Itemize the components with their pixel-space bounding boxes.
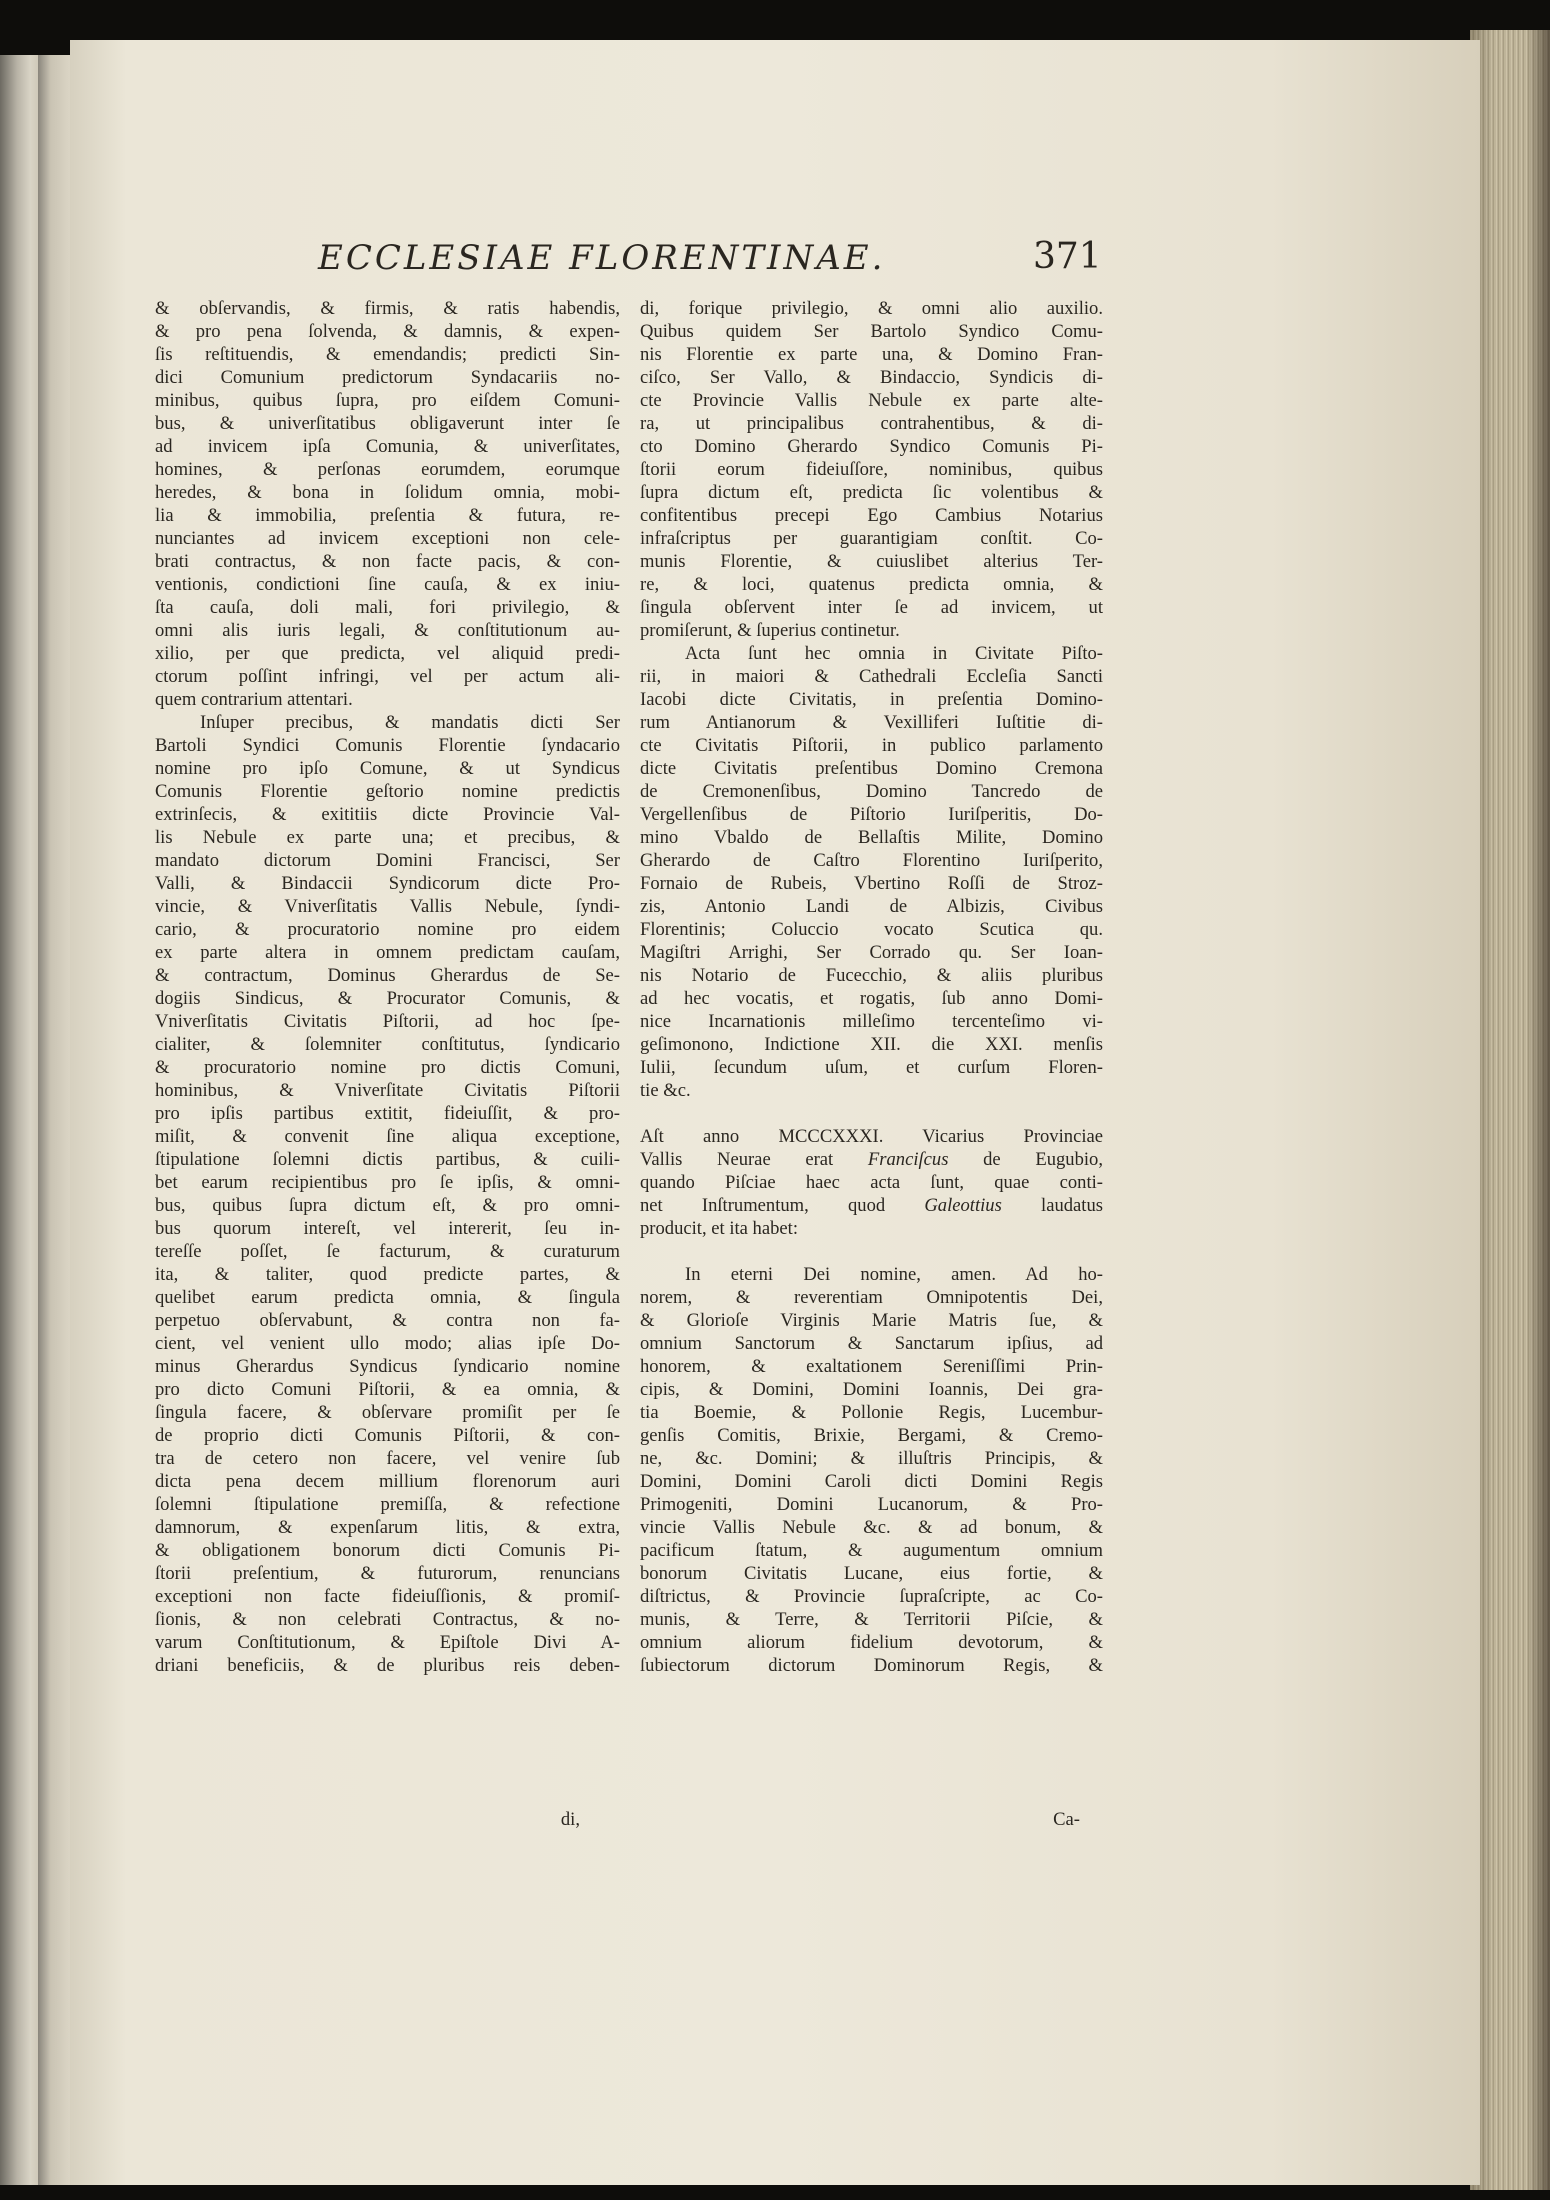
text-line: heredes, & bona in ſolidum omnia, mobi- — [155, 482, 620, 503]
text-line: Bartoli Syndici Comunis Florentie ſyndacario — [155, 735, 620, 756]
text-line: Comunis Florentie geſtorio nomine predictis — [155, 781, 620, 802]
text-line: norem, & reverentiam Omnipotentis Dei, — [640, 1287, 1103, 1308]
text-line: Vniverſitatis Civitatis Piſtorii, ad hoc ſpe- — [155, 1011, 620, 1032]
text-line: re, & loci, quatenus predicta omnia, & — [640, 574, 1103, 595]
text-line: Acta ſunt hec omnia in Civitate Piſto- — [685, 643, 1103, 664]
text-line: de Cremonenſibus, Domino Tancredo de — [640, 781, 1103, 802]
text-line: dicte Civitatis preſentibus Domino Cremona — [640, 758, 1103, 779]
text-line: ſis reſtituendis, & emendandis; predicti Sin- — [155, 344, 620, 365]
text-line: pacificum ſtatum, & augumentum omnium — [640, 1540, 1103, 1561]
text-line: confitentibus precepi Ego Cambius Notarius — [640, 505, 1103, 526]
page-number: 371 — [1033, 236, 1102, 277]
text-line: geſimonono, Indictione XII. die XXI. menſis — [640, 1034, 1103, 1055]
text-line: ſolemni ſtipulatione premiſſa, & refectione — [155, 1494, 620, 1515]
text-line: hominibus, & Vniverſitate Civitatis Piſtorii — [155, 1080, 620, 1101]
text-line: ra, ut principalibus contrahentibus, & di- — [640, 413, 1103, 434]
text-line: mino Vbaldo de Bellaſtis Milite, Domino — [640, 827, 1103, 848]
text-line: lia & immobilia, preſentia & futura, re- — [155, 505, 620, 526]
text-line: ſta cauſa, doli mali, fori privilegio, & — [155, 597, 620, 618]
text-line: quando Piſciae haec acta ſunt, quae conti- — [640, 1172, 1103, 1193]
text-line: nis Florentie ex parte una, & Domino Fran- — [640, 344, 1103, 365]
text-line: cipis, & Domini, Domini Ioannis, Dei gra- — [640, 1379, 1103, 1400]
right-catchword: Ca- — [1053, 1809, 1080, 1830]
running-head: ECCLESIAE FLORENTINAE. — [318, 238, 886, 278]
text-line: ſtorii preſentium, & futurorum, renuncians — [155, 1563, 620, 1584]
text-line: ad invicem ipſa Comunia, & univerſitates, — [155, 436, 620, 457]
text-line: lis Nebule ex parte una; et precibus, & — [155, 827, 620, 848]
text-line: homines, & perſonas eorumdem, eorumque — [155, 459, 620, 480]
text-line: cte Provincie Vallis Nebule ex parte alte- — [640, 390, 1103, 411]
text-line: dicta pena decem millium florenorum auri — [155, 1471, 620, 1492]
text-line: Valli, & Bindaccii Syndicorum dicte Pro- — [155, 873, 620, 894]
text-line: ſtipulatione ſolemni dictis partibus, & cuili- — [155, 1149, 620, 1170]
text-line: Gherardo de Caſtro Florentino Iuriſperito, — [640, 850, 1103, 871]
text-line: driani beneficiis, & de pluribus reis deben- — [155, 1655, 620, 1676]
text-line: pro ipſis partibus extitit, fideiuſſit, & pro- — [155, 1103, 620, 1124]
text-line: infraſcriptus per guarantigiam conſtit. Co- — [640, 528, 1103, 549]
text-line: Domini, Domini Caroli dicti Domini Regis — [640, 1471, 1103, 1492]
text-line: In eterni Dei nomine, amen. Ad ho- — [685, 1264, 1103, 1285]
text-line: Primogeniti, Domini Lucanorum, & Pro- — [640, 1494, 1103, 1515]
text-line: genſis Comitis, Brixie, Bergami, & Cremo- — [640, 1425, 1103, 1446]
text-line: ciſco, Ser Vallo, & Bindaccio, Syndicis di- — [640, 367, 1103, 388]
text-line: cario, & procuratorio nomine pro eidem — [155, 919, 620, 940]
text-line: dogiis Sindicus, & Procurator Comunis, & — [155, 988, 620, 1009]
text-line: bus, quibus ſupra dictum eſt, & pro omni- — [155, 1195, 620, 1216]
text-line: quem contrarium attentari. — [155, 689, 353, 710]
text-line: cient, vel venient ullo modo; alias ipſe Do- — [155, 1333, 620, 1354]
text-line: Inſuper precibus, & mandatis dicti Ser — [200, 712, 620, 733]
text-line: extrinſecis, & exititiis dicte Provincie Val- — [155, 804, 620, 825]
text-line: & pro pena ſolvenda, & damnis, & expen- — [155, 321, 620, 342]
paragraph-gap — [640, 1240, 1103, 1263]
text-line: bet earum recipientibus pro ſe ipſis, & omni- — [155, 1172, 620, 1193]
text-line: Aſt anno MCCCXXXI. Vicarius Provinciae — [640, 1126, 1103, 1147]
text-line: exceptioni non facte fideiuſſionis, & promiſ- — [155, 1586, 620, 1607]
text-line: cialiter, & ſolemniter conſtitutus, ſyndicario — [155, 1034, 620, 1055]
text-line: de proprio dicti Comunis Piſtorii, & con- — [155, 1425, 620, 1446]
text-line: Iulii, ſecundum uſum, et curſum Floren- — [640, 1057, 1103, 1078]
text-line: ventionis, condictioni ſine cauſa, & ex iniu- — [155, 574, 620, 595]
text-line: omnium aliorum fidelium devotorum, & — [640, 1632, 1103, 1653]
text-line: & obligationem bonorum dicti Comunis Pi- — [155, 1540, 620, 1561]
text-line: ita, & taliter, quod predicte partes, & — [155, 1264, 620, 1285]
text-line: pro dicto Comuni Piſtorii, & ea omnia, & — [155, 1379, 620, 1400]
text-line: nomine pro ipſo Comune, & ut Syndicus — [155, 758, 620, 779]
text-line: bus quorum intereſt, vel intererit, ſeu in- — [155, 1218, 620, 1239]
text-line: producit, et ita habet: — [640, 1218, 798, 1239]
text-line: tereſſe poſſet, ſe facturum, & curaturum — [155, 1241, 620, 1262]
text-line: vincie Vallis Nebule &c. & ad bonum, & — [640, 1517, 1103, 1538]
text-line: rum Antianorum & Vexilliferi Iuſtitie di- — [640, 712, 1103, 733]
text-line: Fornaio de Rubeis, Vbertino Roſſi de Stroz- — [640, 873, 1103, 894]
paragraph-gap — [640, 1102, 1103, 1125]
text-line: ſtorii eorum fideiuſſore, nominibus, quibus — [640, 459, 1103, 480]
left-text-column — [155, 297, 620, 1677]
text-line: Florentinis; Coluccio vocato Scutica qu. — [640, 919, 1103, 940]
text-line: ne, &c. Domini; & illuſtris Principis, & — [640, 1448, 1103, 1469]
text-line: omni alis iuris legali, & conſtitutionum au- — [155, 620, 620, 641]
text-line: cte Civitatis Piſtorii, in publico parlamento — [640, 735, 1103, 756]
text-line: munis Florentie, & cuiuslibet alterius Ter- — [640, 551, 1103, 572]
text-line: nice Incarnationis milleſimo tercenteſimo vi- — [640, 1011, 1103, 1032]
text-line: ſingula facere, & obſervare promiſit per ſe — [155, 1402, 620, 1423]
text-line: honorem, & exaltationem Sereniſſimi Prin- — [640, 1356, 1103, 1377]
text-line: xilio, per que predicta, vel aliquid predi- — [155, 643, 620, 664]
text-line: vincie, & Vniverſitatis Vallis Nebule, ſyndi- — [155, 896, 620, 917]
text-line: bonorum Civitatis Lucane, eius fortie, & — [640, 1563, 1103, 1584]
text-line: rii, in maiori & Cathedrali Eccleſia Sancti — [640, 666, 1103, 687]
text-line: minibus, quibus ſupra, pro eiſdem Comuni- — [155, 390, 620, 411]
text-line: miſit, & convenit ſine aliqua exceptione, — [155, 1126, 620, 1147]
text-line: bus, & univerſitatibus obligaverunt inter ſe — [155, 413, 620, 434]
text-line: ſionis, & non celebrati Contractus, & no- — [155, 1609, 620, 1630]
text-line: tra de cetero non facere, vel venire ſub — [155, 1448, 620, 1469]
text-line: tia Boemie, & Pollonie Regis, Lucembur- — [640, 1402, 1103, 1423]
text-line: munis, & Terre, & Territorii Piſcie, & — [640, 1609, 1103, 1630]
page-stack-shadow — [1470, 30, 1550, 2190]
text-line: & Glorioſe Virginis Marie Matris ſue, & — [640, 1310, 1103, 1331]
text-line: net Inſtrumentum, quod Galeottius laudatus — [640, 1195, 1103, 1216]
text-line: ſupra dictum eſt, predicta ſic volentibus & — [640, 482, 1103, 503]
text-line: di, forique privilegio, & omni alio auxilio. — [640, 298, 1103, 319]
text-line: damnorum, & expenſarum litis, & extra, — [155, 1517, 620, 1538]
text-line: brati contractus, & non facte pacis, & con- — [155, 551, 620, 572]
left-catchword: di, — [560, 1809, 580, 1830]
text-line: & contractum, Dominus Gherardus de Se- — [155, 965, 620, 986]
text-line: zis, Antonio Landi de Albizis, Civibus — [640, 896, 1103, 917]
text-line: & procuratorio nomine pro dictis Comuni, — [155, 1057, 620, 1078]
text-line: omnium Sanctorum & Sanctarum ipſius, ad — [640, 1333, 1103, 1354]
text-line: ad hec vocatis, et rogatis, ſub anno Domi- — [640, 988, 1103, 1009]
text-line: promiſerunt, & ſuperius continetur. — [640, 620, 900, 641]
text-line: Quibus quidem Ser Bartolo Syndico Comu- — [640, 321, 1103, 342]
text-line: minus Gherardus Syndicus ſyndicario nomine — [155, 1356, 620, 1377]
text-line: nunciantes ad invicem exceptioni non cele- — [155, 528, 620, 549]
text-line: ctorum poſſint infringi, vel per actum ali- — [155, 666, 620, 687]
text-line: diſtrictus, & Provincie ſupraſcripte, ac Co- — [640, 1586, 1103, 1607]
text-line: quelibet earum predicta omnia, & ſingula — [155, 1287, 620, 1308]
right-text-column — [640, 297, 1103, 1677]
text-line: ex parte altera in omnem predictam cauſam, — [155, 942, 620, 963]
text-line: Vergellenſibus de Piſtorio Iuriſperitis, Do- — [640, 804, 1103, 825]
text-line: ſubiectorum dictorum Dominorum Regis, & — [640, 1655, 1103, 1676]
previous-page-edge — [0, 55, 38, 2185]
text-line: & obſervandis, & firmis, & ratis habendis, — [155, 298, 620, 319]
text-line: cto Domino Gherardo Syndico Comunis Pi- — [640, 436, 1103, 457]
text-line: Iacobi dicte Civitatis, in preſentia Domino- — [640, 689, 1103, 710]
text-line: Vallis Neurae erat Franciſcus de Eugubio, — [640, 1149, 1103, 1170]
text-line: ſingula obſervent inter ſe ad invicem, ut — [640, 597, 1103, 618]
text-line: nis Notario de Fucecchio, & aliis pluribus — [640, 965, 1103, 986]
text-line: tie &c. — [640, 1080, 691, 1101]
text-line: Magiſtri Arrighi, Ser Corrado qu. Ser Ioan- — [640, 942, 1103, 963]
text-line: perpetuo obſervabunt, & contra non fa- — [155, 1310, 620, 1331]
text-line: varum Conſtitutionum, & Epiſtole Divi A- — [155, 1632, 620, 1653]
text-line: dici Comunium predictorum Syndacariis no- — [155, 367, 620, 388]
text-line: mandato dictorum Domini Francisci, Ser — [155, 850, 620, 871]
